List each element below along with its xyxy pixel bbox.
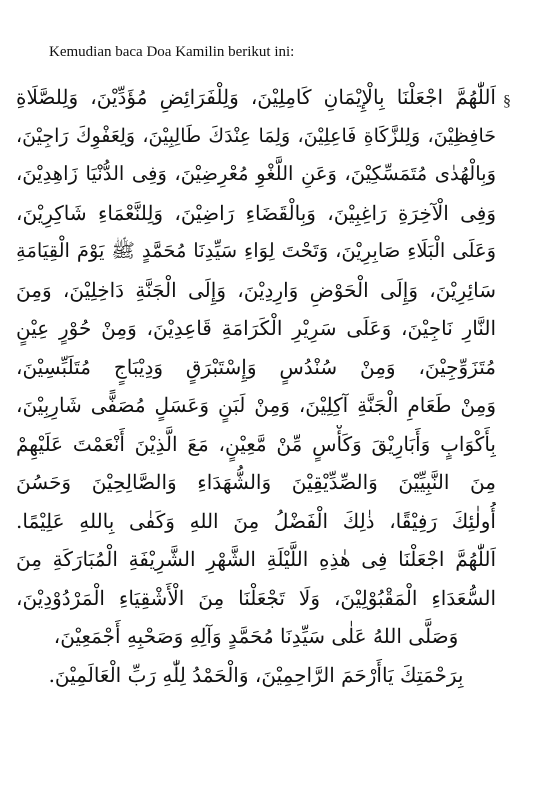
doa-line: سَائِرِيْنَ، وَإِلَى الْحَوْضِ وَارِدِيْنَ، وَإِلَى الْجَنَّةِ دَاخِلِيْنَ، وَمِنَ [16,277,496,302]
doa-line: اَللّٰهُمَّ اجْعَلْنَا فِى هٰذِهِ اللَّيْلَةِ الشَّهْرِ الشَّرِيْفَةِ الْمُبَارَكَةِ مِنَ [16,547,496,571]
doa-line: مِنَ النَّبِيِّيْنَ وَالصِّدِّيْقِيْنَ وَالشُّهَدَاءِ وَالصَّالِحِيْنَ وَحَسُنَ [16,470,496,494]
doa-line: وَعَلَى الْبَلَاءِ صَابِرِيْنَ، وَتَحْتَ لِوَاءِ سَيِّدِنَا مُحَمَّدٍ ﷺ يَوْمَ الْقِيَامَةِ [16,239,496,262]
doa-kamilin-text [16,78,496,694]
intro-text: Kemudian baca Doa Kamilin berikut ini: [49,44,295,60]
doa-line: بِأَكْوَابٍ وَأَبَارِيْقَ وَكَأْسٍ مِّنْ مَّعِيْنٍ، مَعَ الَّذِيْنَ أَنْعَمْتَ عَلَيْهِمْ [16,431,496,456]
section-mark: § [503,93,511,110]
doa-line: اَللّٰهُمَّ اجْعَلْنَا بِالْإِيْمَانِ كَامِلِيْنَ، وَلِلْفَرَائِضِ مُؤَدِّيْنَ، وَلِلصَّلَاةِ [16,85,496,109]
doa-line: السُّعَدَاءِ الْمَقْبُوْلِيْنَ، وَلَا تَجْعَلْنَا مِنَ الْأَشْقِيَاءِ الْمَرْدُوْدِيْنَ، [16,585,496,610]
doa-line: حَافِظِيْنَ، وَلِلزَّكَاةِ فَاعِلِيْنَ، وَلِمَا عِنْدَكَ طَالِبِيْنَ، وَلِعَفْوِكَ رَاجِيْنَ، [16,124,496,147]
doa-line: وَبِالْهُدٰى مُتَمَسِّكِيْنَ، وَعَنِ اللَّغْوِ مُعْرِضِيْنَ، وَفِى الدُّنْيَا زَاهِدِيْنَ، [16,162,496,185]
doa-line: بِرَحْمَتِكَ يَاأَرْحَمَ الرَّاحِمِيْنَ، وَالْحَمْدُ لِلّٰهِ رَبِّ الْعَالَمِيْنَ. [48,662,464,687]
doa-line: أُولٰئِكَ رَفِيْقًا، ذٰلِكَ الْفَضْلُ مِنَ اللهِ وَكَفٰى بِاللهِ عَلِيْمًا. [16,508,496,533]
doa-line: وَفِى الْآخِرَةِ رَاغِبِيْنَ، وَبِالْقَضَاءِ رَاضِيْنَ، وَلِلنَّعْمَاءِ شَاكِرِيْنَ، [16,200,496,225]
doa-line: مُتَزَوِّجِيْنَ، وَمِنْ سُنْدُسٍ وَإِسْتَبْرَقٍ وَدِيْبَاجٍ مُتَلَبِّسِيْنَ، [16,354,496,379]
doa-line: وَمِنْ طَعَامِ الْجَنَّةِ آكِلِيْنَ، وَمِنْ لَبَنٍ وَعَسَلٍ مُصَفًّى شَارِبِيْنَ، [16,393,496,417]
doa-line: وَصَلَّى اللهُ عَلٰى سَيِّدِنَا مُحَمَّدٍ وَآلِهِ وَصَحْبِهِ أَجْمَعِيْنَ، [53,624,459,648]
doa-line: النَّارِ نَاجِيْنَ، وَعَلَى سَرِيْرِ الْكَرَامَةِ قَاعِدِيْنَ، وَمِنْ حُوْرٍ عِيْنٍ [16,316,496,340]
